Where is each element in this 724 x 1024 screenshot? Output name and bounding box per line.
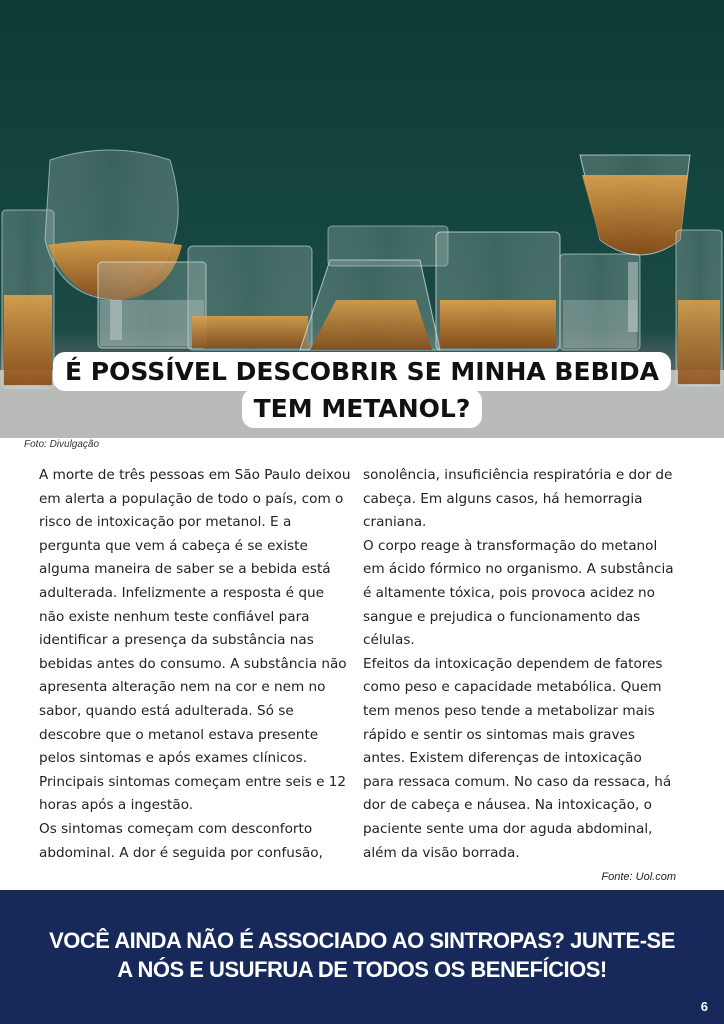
headline-line-1: É POSSÍVEL DESCOBRIR SE MINHA BEBIDA bbox=[53, 352, 671, 391]
banner-line-2: A NÓS E USUFRUA DE TODOS OS BENEFÍCIOS! bbox=[117, 957, 607, 982]
article-column-left bbox=[39, 464, 353, 865]
paragraph: A morte de três pessoas em São Paulo deixou em alerta a população de todo o país, com o risco de intoxicação por metanol. E a pergunta que vem á cabeça é se existe alguma maneira de saber se a bebida está adulterada. Infelizmente a resposta é que não existe nenhum teste confiável para identificar a presença da substância nas bebidas antes do consumo. A substância não apresenta alteração nem na cor e nem no sabor, quando está adulterada. Só se descobre que o metanol estava presente pelos sintomas e após exames clínicos. bbox=[39, 467, 351, 767]
article-column-right bbox=[363, 464, 677, 865]
paragraph: sonolência, insuficiência respiratória e dor de cabeça. Em alguns casos, há hemorragia craniana. bbox=[363, 467, 673, 531]
banner-text bbox=[40, 926, 684, 984]
article-source: Fonte: Uol.com bbox=[601, 871, 676, 883]
hero-photo bbox=[0, 0, 724, 438]
membership-banner bbox=[0, 890, 724, 1024]
photo-credit: Foto: Divulgação bbox=[24, 439, 100, 450]
paragraph: Principais sintomas começam entre seis e 12 horas após a ingestão. bbox=[39, 773, 347, 814]
paragraph: O corpo reage à transformação do metanol em ácido fórmico no organismo. A substância é altamente tóxica, pois provoca acidez no sangue e prejudica o funcionamento das células. bbox=[363, 537, 674, 649]
banner-line-1: VOCÊ AINDA NÃO É ASSOCIADO AO SINTROPAS? JUNTE-SE bbox=[49, 928, 675, 953]
paragraph: Os sintomas começam com desconforto abdominal. A dor é seguida por confusão, bbox=[39, 820, 323, 861]
page-number: 6 bbox=[700, 999, 708, 1014]
headline-line-2: TEM METANOL? bbox=[242, 389, 483, 428]
article-headline bbox=[0, 352, 724, 428]
paragraph: Efeitos da intoxicação dependem de fatores como peso e capacidade metabólica. Quem tem menos peso tende a metabolizar mais rápido e sentir os sintomas mais graves antes. Existem diferenças de intoxicação para ressaca comum. No caso da ressaca, há dor de cabeça e náusea. Na intoxicação, o paciente sente uma dor aguda abdominal, além da visão borrada. bbox=[363, 655, 672, 861]
